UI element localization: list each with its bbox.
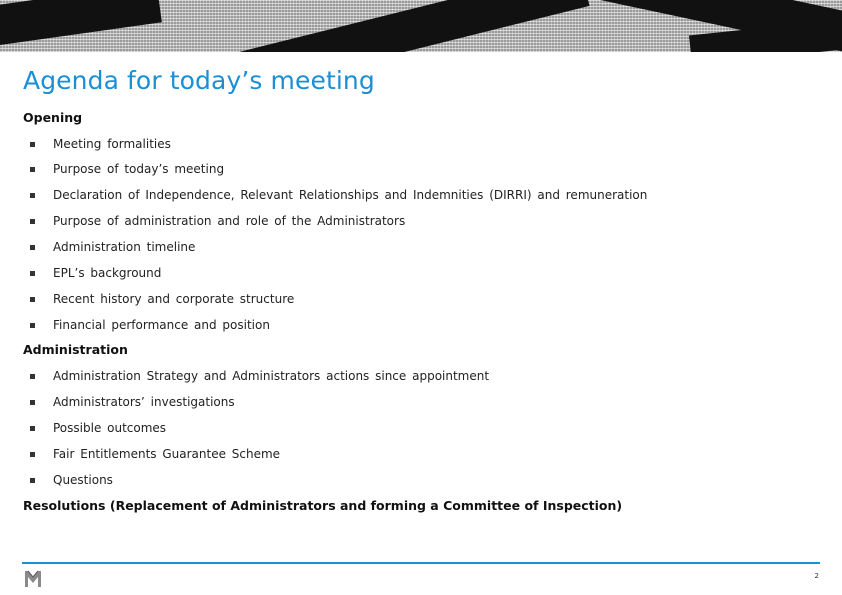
section-heading-opening: Opening [23,110,83,125]
bullet-icon [30,478,35,483]
section-heading-administration: Administration [23,342,128,357]
section-heading-resolutions: Resolutions (Replacement of Administrators and forming a Committee of Inspection) [23,498,623,513]
bullet-icon [30,245,35,250]
bullet-icon [30,271,35,276]
bullet-icon [30,426,35,431]
bullet-icon [30,167,35,172]
bullet-icon [30,452,35,457]
bullet-icon [30,219,35,224]
page-number: 2 [814,572,819,580]
bullet-icon [30,400,35,405]
footer-divider [22,562,820,564]
bullet-icon [30,374,35,379]
bullet-icon [30,297,35,302]
bullet-icon [30,323,35,328]
page-title: Agenda for today’s meeting [23,66,375,95]
m-logo-icon [23,569,43,589]
bullet-icon [30,142,35,147]
bullet-icon [30,193,35,198]
header-banner-image [0,0,842,52]
